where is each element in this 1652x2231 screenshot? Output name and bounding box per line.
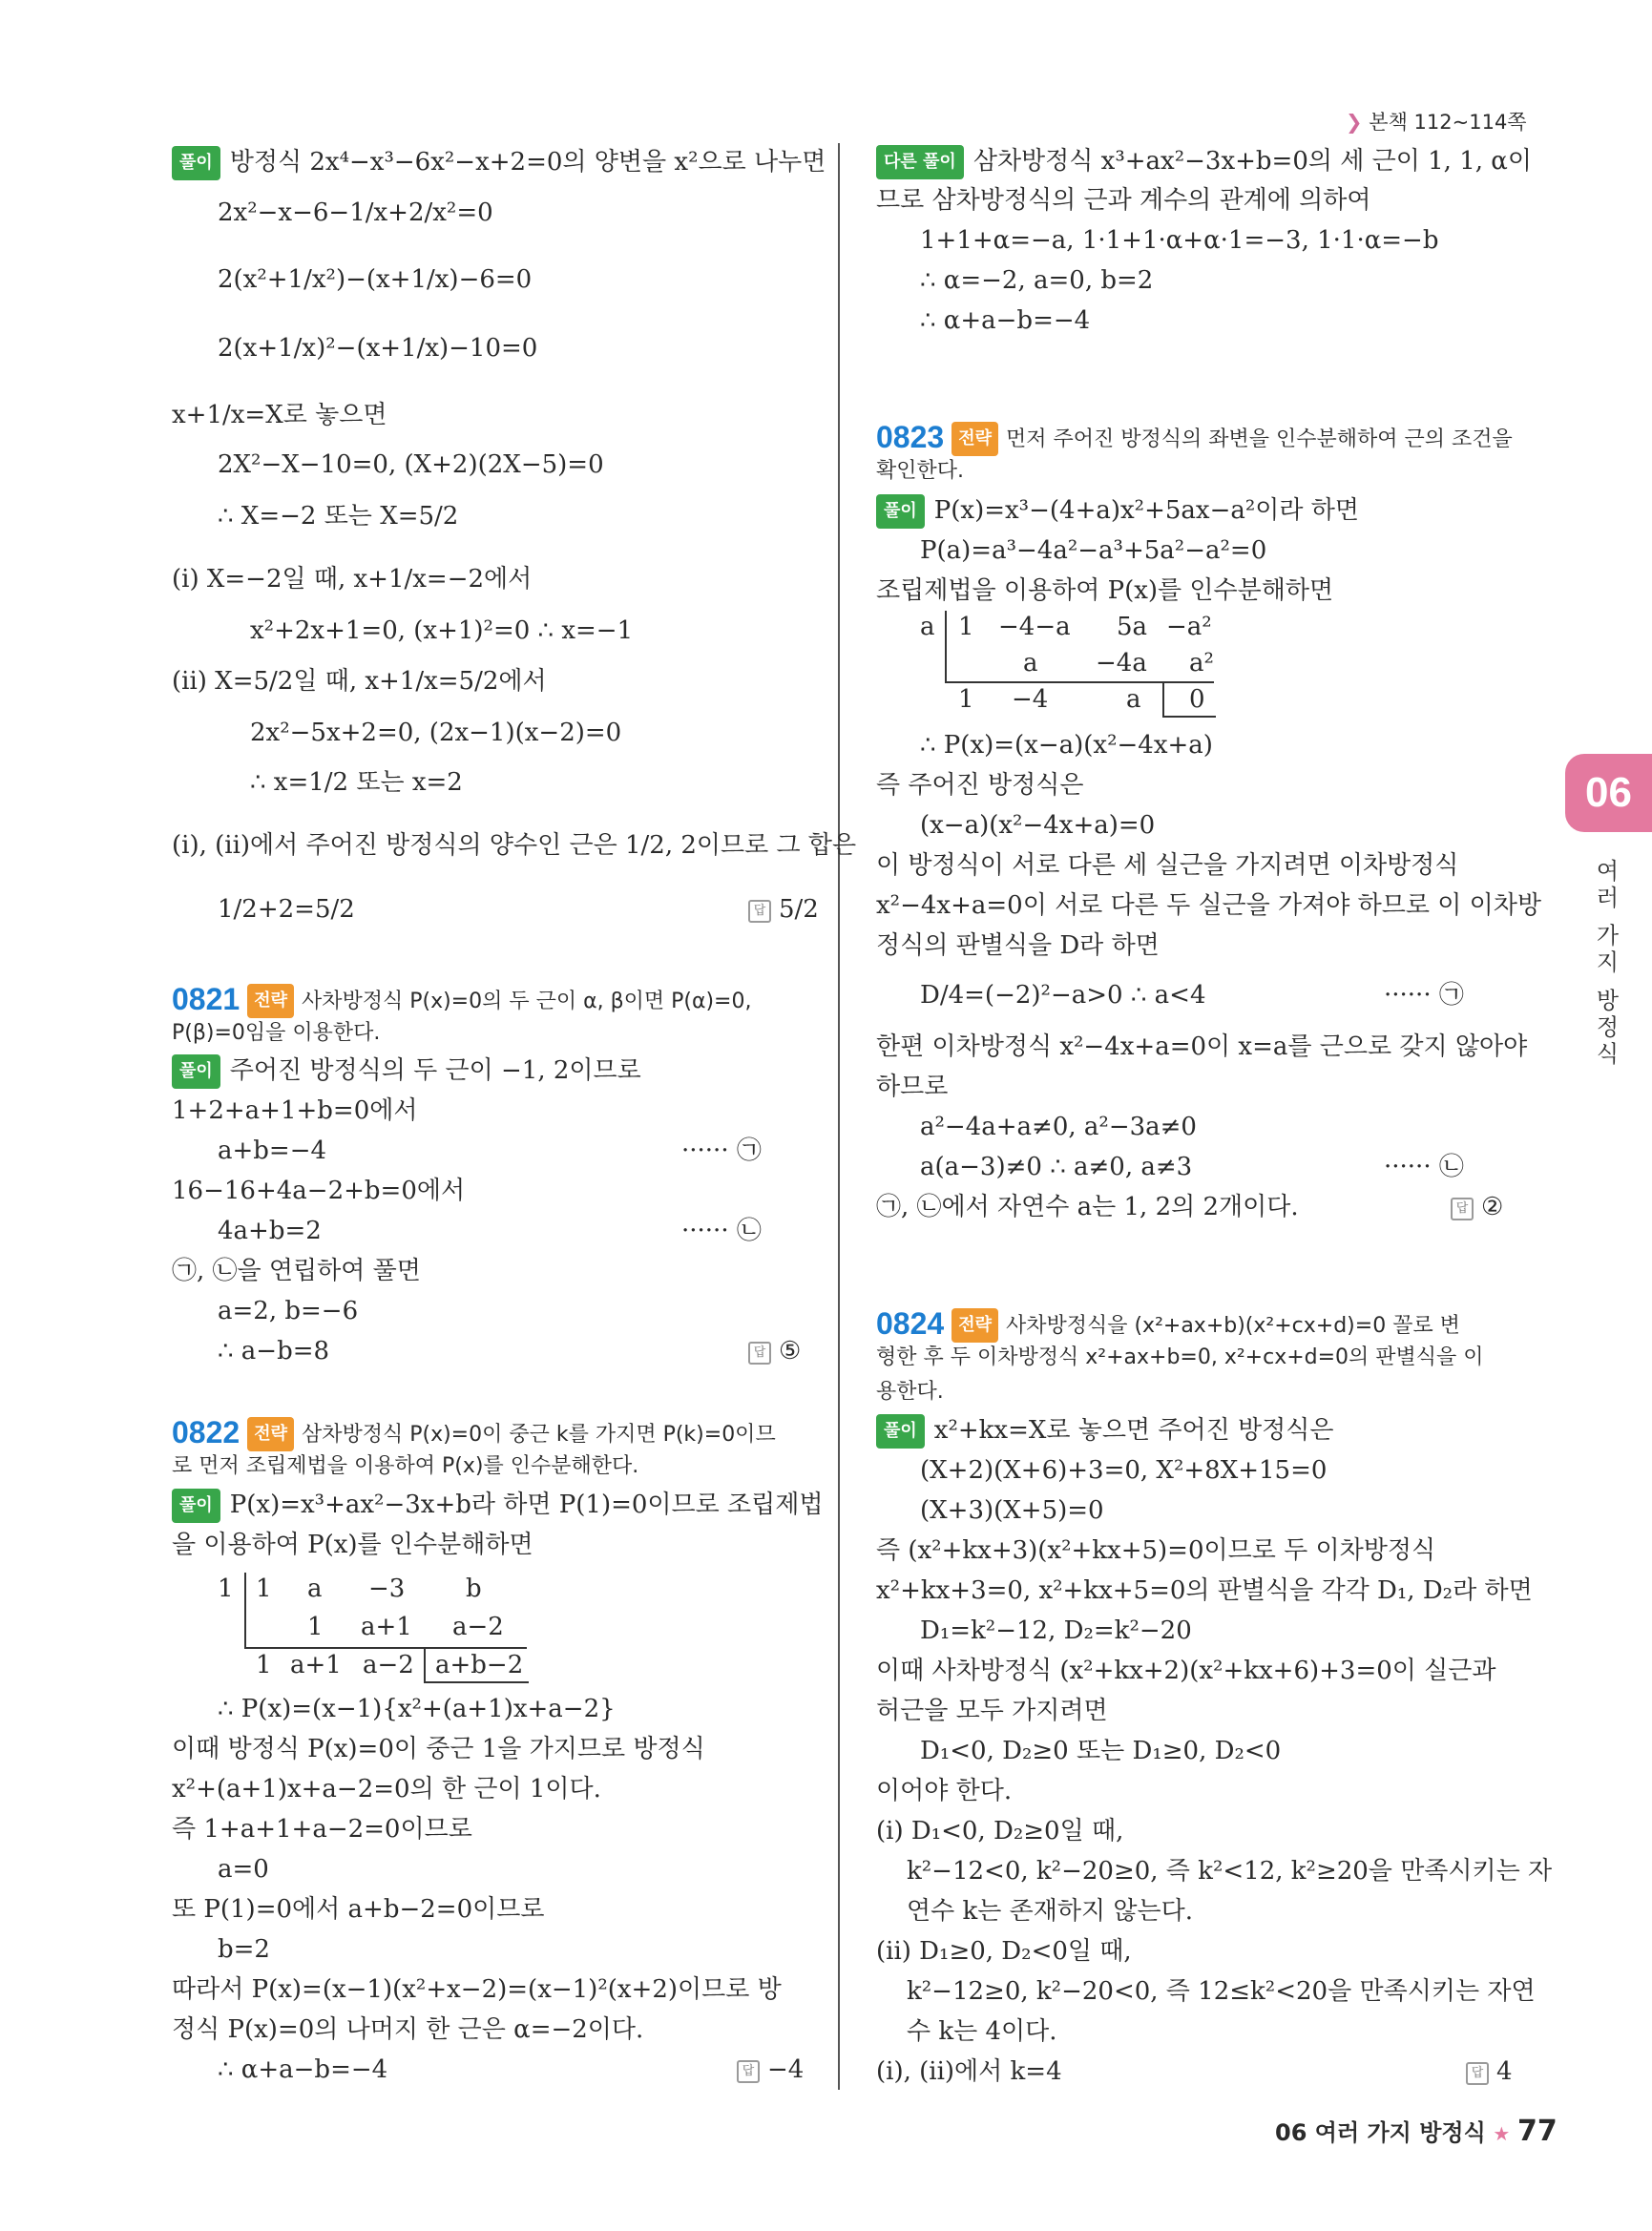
answer-icon: 답 (1451, 1198, 1474, 1220)
equation: a=0 (218, 1855, 269, 1884)
strategy-text: 사차방정식을 (x²+ax+b)(x²+cx+d)=0 꼴로 변 (1005, 1314, 1460, 1338)
coef: a−2 (363, 1651, 414, 1679)
problem-number: 0823 (876, 420, 945, 454)
text: ㉠, ㉡을 연립하여 풀면 (172, 1257, 421, 1285)
text: x²+(a+1)x+a−2=0의 한 근이 1이다. (172, 1775, 601, 1804)
coef: −3 (368, 1574, 406, 1603)
strategy-badge: 전략 (951, 422, 998, 456)
text: x²−4x+a=0이 서로 다른 두 실근을 가져야 하므로 이 이차방 (876, 891, 1542, 920)
answer (748, 893, 819, 926)
answer-value: 5/2 (779, 895, 819, 924)
text: 므로 삼차방정식의 근과 계수의 관계에 의하여 (876, 186, 1371, 215)
solution-0820-line-1 (172, 146, 826, 180)
answer-value: 4 (1496, 2057, 1513, 2086)
text: x+1/x=X로 놓으면 (172, 401, 387, 429)
coef: a+b−2 (435, 1651, 524, 1679)
coef: −4 (1012, 685, 1049, 714)
problem-header (876, 421, 1513, 456)
footer-chapter: 06 여러 가지 방정식 (1275, 2119, 1486, 2146)
divisor: 1 (218, 1574, 234, 1603)
solution-badge: 풀이 (172, 1054, 220, 1089)
arrow-icon: ❯ (1346, 111, 1363, 134)
coef: 5a (1117, 613, 1148, 641)
text: x²+kx+3=0, x²+kx+5=0의 판별식을 각각 D₁, D₂라 하면 (876, 1576, 1533, 1605)
problem-number: 0824 (876, 1306, 945, 1341)
strategy-badge: 전략 (951, 1308, 998, 1343)
text: 즉 (x²+kx+3)(x²+kx+5)=0이므로 두 이차방정식 (876, 1536, 1436, 1565)
coef: a (1023, 649, 1038, 678)
text: (i) D₁<0, D₂≥0일 때, (876, 1817, 1124, 1845)
page-reference (1346, 107, 1527, 136)
text: 즉 1+a+1+a−2=0이므로 (172, 1815, 472, 1844)
text: 삼차방정식 x³+ax²−3x+b=0의 세 근이 1, 1, α이 (972, 147, 1532, 176)
text: 연수 k는 존재하지 않는다. (907, 1897, 1193, 1926)
text: k²−12≥0, k²−20<0, 즉 12≤k²<20을 만족시키는 자연 (907, 1977, 1536, 2006)
equation: (X+2)(X+6)+3=0, X²+8X+15=0 (920, 1456, 1328, 1485)
coef: 1 (256, 1574, 272, 1603)
answer-value: ⑤ (779, 1337, 802, 1366)
equation: (X+3)(X+5)=0 (920, 1496, 1104, 1525)
strategy-badge: 전략 (247, 984, 294, 1018)
coef: −4−a (998, 613, 1071, 641)
marker: ······ ㉠ (681, 1136, 762, 1165)
solution-badge: 풀이 (876, 1414, 925, 1449)
text: P(x)=x³−(4+a)x²+5ax−a²이라 하면 (933, 496, 1360, 525)
problem-header (172, 1416, 776, 1451)
strategy-text: 로 먼저 조립제법을 이용하여 P(x)를 인수분해한다. (172, 1454, 639, 1478)
equation: 1+1+α=−a, 1·1+1·α+α·1=−3, 1·1·α=−b (920, 226, 1439, 255)
equation: ∴ x=1/2 또는 x=2 (250, 768, 463, 797)
column-divider (838, 143, 840, 2090)
strategy-text: 먼저 주어진 방정식의 좌변을 인수분해하여 근의 조건을 (1005, 427, 1513, 451)
coef: a (307, 1574, 323, 1603)
answer-icon: 답 (1466, 2062, 1489, 2085)
equation: ∴ α+a−b=−4 (218, 2055, 388, 2084)
answer-icon: 답 (737, 2060, 760, 2083)
chapter-tab-label: 여러 가지 방정식 (1592, 859, 1619, 1069)
solution-line (172, 1489, 824, 1523)
equation: 4a+b=2 (218, 1217, 322, 1245)
page-reference-text: 본책 112~114쪽 (1369, 111, 1527, 134)
problem-header (172, 983, 751, 1018)
equation: 2x²−5x+2=0, (2x−1)(x−2)=0 (250, 719, 622, 747)
page-number: 77 (1516, 2115, 1558, 2148)
strategy-badge: 전략 (247, 1417, 294, 1451)
coef: 1 (958, 685, 974, 714)
strategy-text: 형한 후 두 이차방정식 x²+ax+b=0, x²+cx+d=0의 판별식을 이 (876, 1345, 1484, 1369)
problem-number: 0821 (172, 982, 240, 1016)
coef: a+1 (361, 1613, 412, 1641)
text: 정식의 판별식을 D라 하면 (876, 931, 1160, 960)
coef: a+1 (290, 1651, 342, 1679)
equation: ∴ P(x)=(x−a)(x²−4x+a) (920, 731, 1213, 760)
equation: a²−4a+a≠0, a²−3a≠0 (920, 1113, 1197, 1141)
coef: a² (1189, 649, 1214, 678)
text: x²+kx=X로 놓으면 주어진 방정식은 (933, 1416, 1334, 1445)
answer-value: −4 (767, 2055, 805, 2084)
text: 이때 사차방정식 (x²+kx+2)(x²+kx+6)+3=0이 실근과 (876, 1657, 1496, 1685)
equation: ∴ a−b=8 (218, 1337, 330, 1366)
solution-badge: 풀이 (876, 494, 925, 529)
equation: a(a−3)≠0 ∴ a≠0, a≠3 (920, 1153, 1193, 1181)
text: 한편 이차방정식 x²−4x+a=0이 x=a를 근으로 갖지 않아야 (876, 1032, 1528, 1061)
strategy-text: 용한다. (876, 1380, 944, 1404)
coef: a−2 (452, 1613, 504, 1641)
strategy-text: 확인한다. (876, 459, 965, 483)
problem-number: 0822 (172, 1415, 240, 1449)
coef: −a² (1166, 613, 1212, 641)
equation: ∴ X=−2 또는 X=5/2 (218, 502, 459, 531)
text: 허근을 모두 가지려면 (876, 1697, 1108, 1725)
equation: (x−a)(x²−4x+a)=0 (920, 811, 1156, 840)
text: 이어야 한다. (876, 1777, 1013, 1805)
division-bar (945, 611, 947, 683)
answer (1466, 2055, 1513, 2088)
text: 16−16+4a−2+b=0에서 (172, 1177, 466, 1205)
divisor: a (920, 613, 935, 641)
text: P(x)=x³+ax²−3x+b라 하면 P(1)=0이므로 조립제법 (229, 1491, 824, 1519)
equation: D₁=k²−12, D₂=k²−20 (920, 1616, 1192, 1645)
solution-line (876, 1414, 1333, 1449)
chapter-tab[interactable] (1565, 754, 1652, 832)
other-solution-line-1 (876, 145, 1532, 179)
equation: 2(x+1/x)²−(x+1/x)−10=0 (218, 334, 538, 363)
strategy-text: 사차방정식 P(x)=0의 두 근이 α, β이면 P(α)=0, (301, 990, 752, 1013)
text: 정식 P(x)=0의 나머지 한 근은 α=−2이다. (172, 2015, 644, 2044)
equation: 2(x²+1/x²)−(x+1/x)−6=0 (218, 265, 533, 294)
text: (i), (ii)에서 k=4 (876, 2057, 1062, 2086)
text: 1+2+a+1+b=0에서 (172, 1096, 418, 1125)
page-footer (1275, 2113, 1558, 2153)
text: 즉 주어진 방정식은 (876, 771, 1084, 800)
strategy-text: P(β)=0임을 이용한다. (172, 1021, 381, 1045)
marker: ······ ㉡ (1384, 1153, 1464, 1181)
problem-header (876, 1307, 1460, 1343)
answer (1451, 1191, 1503, 1223)
equation: a=2, b=−6 (218, 1297, 359, 1325)
text: 수 k는 4이다. (907, 2017, 1057, 2046)
equation: D₁<0, D₂≥0 또는 D₁≥0, D₂<0 (920, 1737, 1282, 1765)
solution-badge: 풀이 (172, 1489, 220, 1523)
answer-icon: 답 (748, 1342, 771, 1365)
answer-value: ② (1481, 1193, 1504, 1221)
text: 을 이용하여 P(x)를 인수분해하면 (172, 1531, 533, 1559)
coef: 1 (958, 613, 974, 641)
text: ㉠, ㉡에서 자연수 a는 1, 2의 2개이다. (876, 1193, 1299, 1221)
solution-badge: 풀이 (172, 146, 220, 180)
equation: a+b=−4 (218, 1136, 327, 1165)
solution-line (876, 494, 1359, 529)
text: 이때 방정식 P(x)=0이 중근 1을 가지므로 방정식 (172, 1735, 705, 1763)
strategy-text: 삼차방정식 P(x)=0이 중근 k를 가지면 P(k)=0이므 (301, 1423, 776, 1447)
solution-line (172, 1054, 641, 1089)
answer (748, 1335, 801, 1367)
equation: 1/2+2=5/2 (218, 895, 355, 924)
star-icon: ★ (1493, 2122, 1511, 2145)
equation: 2x²−x−6−1/x+2/x²=0 (218, 198, 493, 227)
marker: ······ ㉡ (681, 1217, 762, 1245)
text: 또 P(1)=0에서 a+b−2=0이므로 (172, 1895, 545, 1924)
chapter-tab-number: 06 (1585, 769, 1632, 816)
equation: ∴ P(x)=(x−1){x²+(a+1)x+a−2} (218, 1695, 616, 1723)
marker: ······ ㉠ (1384, 981, 1464, 1010)
text: (i), (ii)에서 주어진 방정식의 양수인 근은 1/2, 2이므로 그 합은 (172, 831, 857, 860)
text: 따라서 P(x)=(x−1)(x²+x−2)=(x−1)²(x+2)이므로 방 (172, 1975, 782, 2004)
text: (ii) D₁≥0, D₂<0일 때, (876, 1937, 1132, 1966)
coef: 0 (1189, 685, 1205, 714)
coef: 1 (256, 1651, 272, 1679)
text: (i) X=−2일 때, x+1/x=−2에서 (172, 565, 533, 594)
equation: ∴ α+a−b=−4 (920, 306, 1091, 335)
equation: P(a)=a³−4a²−a³+5a²−a²=0 (920, 536, 1267, 565)
answer (737, 2054, 804, 2086)
coef: a (1126, 685, 1141, 714)
coef: 1 (307, 1613, 324, 1641)
text: k²−12<0, k²−20≥0, 즉 k²<12, k²≥20을 만족시키는 자 (907, 1857, 1553, 1886)
coef: −4a (1096, 649, 1147, 678)
text: 조립제법을 이용하여 P(x)를 인수분해하면 (876, 576, 1334, 605)
equation: D/4=(−2)²−a>0 ∴ a<4 (920, 981, 1206, 1010)
text: 하므로 (876, 1073, 949, 1101)
division-bar (244, 1573, 246, 1649)
equation: b=2 (218, 1935, 270, 1964)
coef: b (466, 1574, 482, 1603)
text: 이 방정식이 서로 다른 세 실근을 가지려면 이차방정식 (876, 851, 1459, 880)
text: (ii) X=5/2일 때, x+1/x=5/2에서 (172, 667, 547, 696)
equation: ∴ α=−2, a=0, b=2 (920, 266, 1154, 295)
answer-icon: 답 (748, 900, 771, 923)
text: 주어진 방정식의 두 근이 −1, 2이므로 (229, 1056, 641, 1085)
other-solution-badge: 다른 풀이 (876, 145, 964, 179)
text: 방정식 2x⁴−x³−6x²−x+2=0의 양변을 x²으로 나누면 (229, 148, 826, 177)
equation: x²+2x+1=0, (x+1)²=0 ∴ x=−1 (250, 616, 634, 645)
equation: 2X²−X−10=0, (X+2)(2X−5)=0 (218, 450, 604, 479)
